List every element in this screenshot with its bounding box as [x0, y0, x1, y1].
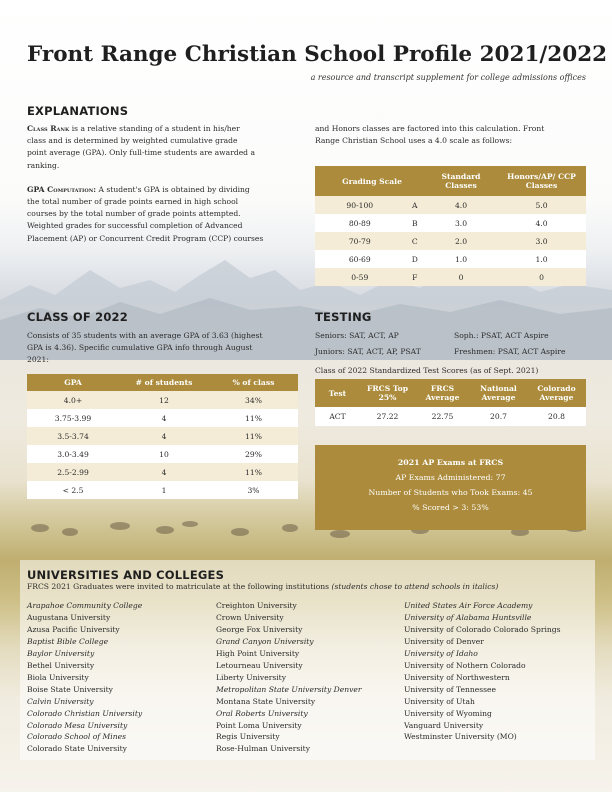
ap-exams-students: Number of Students who Took Exams: 45: [368, 488, 533, 497]
colorado-average-header: Colorado Average: [527, 379, 586, 407]
list-item: University of Utah: [404, 696, 475, 706]
table-row: 60-69 D 1.0 1.0: [315, 250, 586, 268]
list-item: Baptist Bible College: [27, 636, 109, 646]
table-row: 90-100 A 4.0 5.0: [315, 196, 586, 214]
table-row: 3.75-3.99 4 11%: [27, 409, 298, 427]
testing-heading: TESTING: [315, 310, 372, 324]
table-row: 0-59 F 0 0: [315, 268, 586, 286]
list-item: Crown University: [216, 612, 284, 622]
gpa-distribution-table: [27, 374, 298, 499]
top25-header: FRCS Top 25%: [360, 379, 415, 407]
list-item: Rose-Hulman University: [216, 744, 311, 754]
list-item: Oral Roberts University: [216, 708, 308, 718]
test-header: Test: [315, 379, 360, 407]
grading-scale-header: Grading Scale: [315, 166, 425, 196]
page-subtitle: a resource and transcript supplement for college admissions offices: [310, 73, 586, 82]
list-item: Baylor University: [27, 648, 95, 658]
students-header: # of students: [119, 374, 209, 391]
list-item: High Point University: [216, 648, 300, 658]
list-item: Liberty University: [216, 672, 287, 682]
list-item: University of Idaho: [404, 648, 478, 658]
testing-juniors: Juniors: SAT, ACT, AP, PSAT: [315, 347, 421, 356]
list-item: University of Nothern Colorado: [404, 660, 526, 670]
list-item: George Fox University: [216, 624, 303, 634]
testing-seniors: Seniors: SAT, ACT, AP: [315, 331, 399, 340]
table-row: 80-89 B 3.0 4.0: [315, 214, 586, 232]
standard-classes-header: Standard Classes: [425, 166, 497, 196]
universities-column-3: [404, 600, 561, 743]
ap-exams-scored: % Scored > 3: 53%: [412, 503, 489, 512]
list-item: University of Denver: [404, 636, 484, 646]
table-row: 3.5-3.74 4 11%: [27, 427, 298, 445]
list-item: Boise State University: [27, 684, 113, 694]
list-item: University of Colorado Colorado Springs: [404, 624, 561, 634]
list-item: Colorado Christian University: [27, 708, 143, 718]
class-2022-heading: CLASS OF 2022: [27, 310, 128, 324]
list-item: Biola University: [27, 672, 89, 682]
grading-scale-table: [315, 166, 586, 286]
list-item: Bethel University: [27, 660, 95, 670]
ap-exams-administered: AP Exams Administered: 77: [395, 473, 506, 482]
list-item: Vanguard University: [404, 720, 484, 730]
honors-classes-header: Honors/AP/ CCP Classes: [497, 166, 586, 196]
list-item: Point Loma University: [216, 720, 302, 730]
list-item: Grand Canyon University: [216, 636, 314, 646]
list-item: Colorado School of Mines: [27, 732, 127, 742]
gpa-header: GPA: [27, 374, 119, 391]
list-item: Colorado State University: [27, 744, 127, 754]
list-item: University of Alabama Huntsville: [404, 612, 532, 622]
list-item: University of Wyoming: [404, 708, 492, 718]
list-item: Metropolitan State University Denver: [216, 684, 362, 694]
explanations-right-text: and Honors classes are factored into this calculation. Front Range Christian School uses a 4.0 scale as follows:: [315, 124, 545, 146]
table-row: 3.0-3.49 10 29%: [27, 445, 298, 463]
national-average-header: National Average: [470, 379, 527, 407]
table-row: 2.5-2.99 4 11%: [27, 463, 298, 481]
list-item: Regis University: [216, 732, 280, 742]
list-item: Augustana University: [27, 612, 111, 622]
testing-freshmen: Freshmen: PSAT, ACT Aspire: [454, 347, 566, 356]
list-item: Westminster University (MO): [404, 732, 517, 742]
table-row: 4.0+ 12 34%: [27, 391, 298, 409]
list-item: Azusa Pacific University: [27, 624, 120, 634]
percent-header: % of class: [209, 374, 298, 391]
ap-exams-title: 2021 AP Exams at FRCS: [397, 458, 504, 467]
universities-column-1: [27, 600, 142, 755]
testing-sophomores: Soph.: PSAT, ACT Aspire: [454, 331, 549, 340]
explanations-left-text: Class Rank is a relative standing of a student in his/her class and is determined by weighted cumulative grade point average (GPA). Only full-time students are awarded a ranking. GPA Computation: A student's GPA is obtained by dividing the total number of grade points earned in high school courses by the total number of grade points attempted. Weighted grades for successful completion of Advanced Placement (AP) or Concurrent Credit Program (CCP) courses: [27, 124, 264, 243]
explanations-heading: EXPLANATIONS: [27, 104, 129, 118]
list-item: Arapahoe Community College: [27, 601, 143, 610]
universities-column-2: [216, 600, 362, 755]
list-item: Calvin University: [27, 696, 94, 706]
list-item: University of Tennessee: [404, 684, 497, 694]
page-title: Front Range Christian School Profile 2021/2022: [27, 42, 608, 67]
universities-heading: UNIVERSITIES AND COLLEGES: [27, 568, 225, 582]
table-row: ACT 27.22 22.75 20.7 20.8: [315, 407, 586, 426]
frcs-average-header: FRCS Average: [415, 379, 470, 407]
universities-intro: FRCS 2021 Graduates were invited to matriculate at the following institutions (students chose to attend schools in italics): [27, 582, 499, 591]
gpa-computation-term: GPA Computation:: [27, 184, 97, 194]
table-row: 70-79 C 2.0 3.0: [315, 232, 586, 250]
list-item: Colorado Mesa University: [27, 720, 128, 730]
list-item: Montana State University: [216, 696, 316, 706]
table-row: < 2.5 1 3%: [27, 481, 298, 499]
ap-exams-box: [315, 445, 586, 530]
list-item: United States Air Force Academy: [404, 601, 533, 610]
list-item: Letourneau University: [216, 660, 303, 670]
test-scores-caption: Class of 2022 Standardized Test Scores (as of Sept. 2021): [315, 366, 539, 375]
list-item: Creighton University: [216, 601, 297, 610]
class-2022-text: Consists of 35 students with an average GPA of 3.63 (highest GPA is 4.36). Specific cumulative GPA info through August 2021:: [27, 331, 263, 365]
list-item: University of Northwestern: [404, 672, 510, 682]
test-scores-table: [315, 379, 586, 426]
class-rank-term: Class Rank: [27, 124, 70, 133]
